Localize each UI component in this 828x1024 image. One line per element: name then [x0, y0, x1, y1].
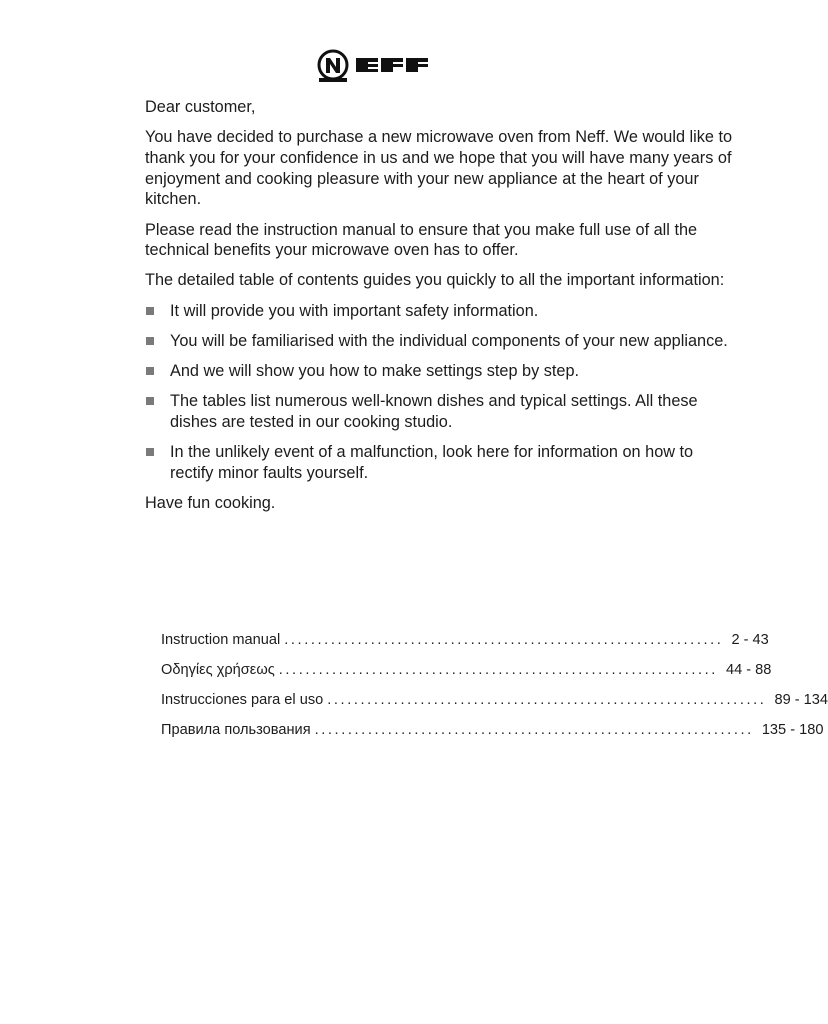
list-item — [145, 391, 735, 432]
list-item-text: The tables list numerous well-known dishes and typical settings. All these dishes are tested in our cooking studio. — [170, 392, 698, 431]
toc-leader-dots: .................................................................. — [278, 662, 718, 678]
square-bullet-icon — [146, 337, 154, 345]
list-item — [145, 331, 735, 352]
toc-leader-dots: .................................................................. — [327, 692, 767, 708]
toc-entry-pages: 2 - 43 — [731, 632, 769, 648]
closing: Have fun cooking. — [145, 494, 276, 513]
toc-entry-title: Instrucciones para el uso — [161, 692, 324, 708]
neff-logo — [316, 48, 432, 84]
toc-entry-russian[interactable] — [161, 722, 824, 752]
toc-entry-pages: 89 - 134 — [774, 692, 828, 708]
toc-entry-title: Οδηγίες χρήσεως — [161, 662, 275, 678]
letter-body — [145, 97, 735, 523]
manual-paragraph: Please read the instruction manual to ensure that you make full use of all the technical benefits your microwave oven has to offer. — [145, 220, 698, 260]
square-bullet-icon — [146, 448, 154, 456]
toc-entry-greek[interactable] — [161, 662, 772, 692]
toc-entry-english[interactable] — [161, 632, 769, 662]
toc-entry-spanish[interactable] — [161, 692, 828, 722]
toc-entry-title: Правила пользования — [161, 722, 311, 738]
language-table-of-contents — [161, 632, 828, 752]
neff-logo-icon — [316, 48, 432, 84]
square-bullet-icon — [146, 307, 154, 315]
greeting: Dear customer, — [145, 98, 256, 116]
toc-entry-title: Instruction manual — [161, 632, 281, 648]
toc-leader-dots: .................................................................. — [314, 722, 754, 738]
list-item — [145, 301, 735, 322]
toc-entry-pages: 44 - 88 — [725, 662, 772, 678]
list-item-text: And we will show you how to make settings step by step. — [170, 362, 580, 381]
feature-list — [145, 301, 735, 484]
list-item — [145, 361, 735, 382]
contents-paragraph: The detailed table of contents guides you quickly to all the important information: — [145, 271, 725, 290]
neff-wordmark — [356, 58, 428, 72]
list-item-text: In the unlikely event of a malfunction, look here for information on how to rectify minor faults yourself. — [170, 443, 694, 482]
toc-entry-pages: 135 - 180 — [761, 722, 824, 738]
list-item — [145, 442, 735, 483]
toc-leader-dots: .................................................................. — [284, 632, 724, 648]
intro-paragraph: You have decided to purchase a new microwave oven from Neff. We would like to thank you for your confidence in us and we hope that you will have many years of enjoyment and cooking pleasure with your new appliance at the heart of your kitchen. — [145, 128, 733, 209]
square-bullet-icon — [146, 397, 154, 405]
square-bullet-icon — [146, 367, 154, 375]
list-item-text: It will provide you with important safety information. — [170, 301, 539, 320]
list-item-text: You will be familiarised with the individual components of your new appliance. — [170, 331, 728, 350]
